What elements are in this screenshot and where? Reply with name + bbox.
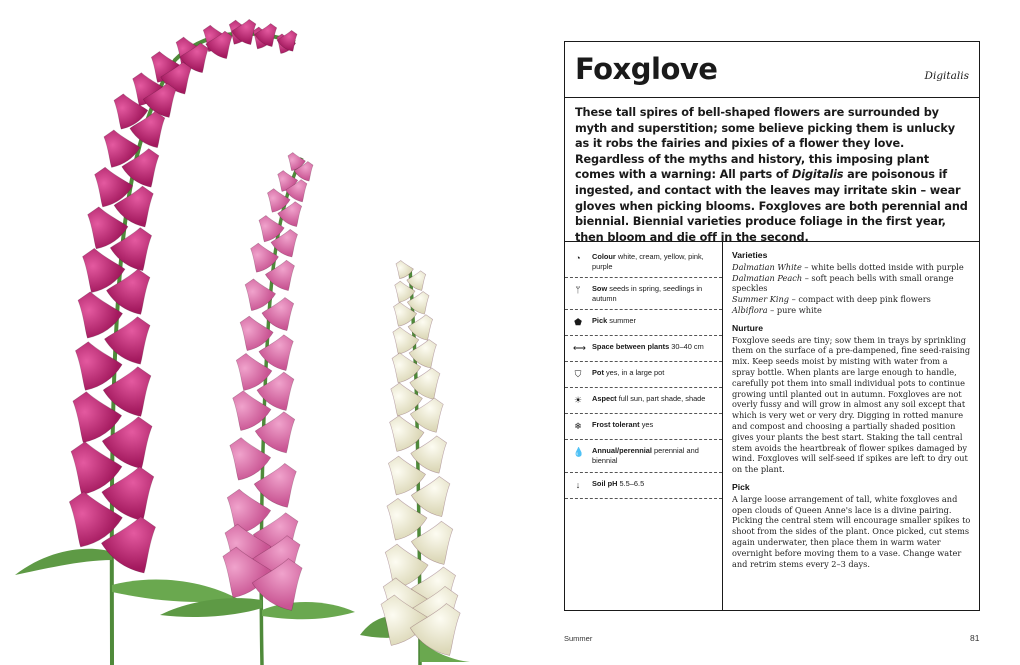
annual-icon: 💧 <box>573 447 585 458</box>
fact-value: white, cream, yellow, pink, purple <box>592 252 704 271</box>
variety-item <box>732 294 971 305</box>
fact-value: perennial and biennial <box>592 446 699 465</box>
leaf <box>112 580 240 602</box>
fact-row <box>565 278 722 310</box>
varieties-heading: Varieties <box>732 250 768 260</box>
fact-row <box>565 388 722 414</box>
aspect-icon: ☀ <box>573 395 583 406</box>
fact-label: Soil pH <box>592 478 618 488</box>
variety-name: Summer King <box>732 294 790 305</box>
pick-icon: ⬟ <box>574 317 582 328</box>
varieties-section <box>732 250 971 316</box>
variety-name: Dalmatian White <box>732 261 802 272</box>
fact-row <box>565 473 722 499</box>
fact-value: 5.5–6.5 <box>617 478 645 488</box>
fact-value: seeds in spring, seedlings in autumn <box>592 284 703 303</box>
fact-label: Frost tolerant <box>592 420 640 430</box>
variety-name: Albiflora <box>732 304 768 315</box>
fact-row <box>565 414 722 440</box>
plant-card <box>564 41 980 611</box>
fact-value: yes <box>639 420 654 430</box>
plant-title: Foxglove <box>575 52 718 86</box>
nurture-section <box>732 323 971 475</box>
fact-value: 30–40 cm <box>669 342 704 352</box>
nurture-text: Foxglove seeds are tiny; sow them in trays by sprinkling them on the surface of a pre-dampened, fine seed-raising mix. Keep seeds moist by misting with water from a spray bottle. When plants are large enough to handle, carefully pot them into small individual pots to continue growing until planted out in autumn. Foxgloves are not overly fussy and will grow in almost any soil except that which is very wet or very dry. Digging in rotted manure and compost and choosing a partially shaded position gives your plants the best start. Staking the tall central stem avoids the heartbreak of flower spikes damaged by wind. Foxgloves will self-seed if spikes are left to dry out on the plant. <box>732 334 971 475</box>
plant-latin-name: Digitalis <box>924 70 969 82</box>
facts-column <box>565 242 723 610</box>
colour-icon: ◔ <box>575 253 581 263</box>
fact-row <box>565 440 722 472</box>
fact-row <box>565 362 722 388</box>
fact-label: Pot <box>592 368 604 378</box>
pick-section <box>732 482 971 569</box>
fact-value: summer <box>607 316 636 326</box>
fact-label: Annual/perennial <box>592 446 652 456</box>
fact-label: Pick <box>592 316 608 326</box>
frost-icon: ❄ <box>574 421 582 432</box>
nurture-heading: Nurture <box>732 322 764 333</box>
details-column <box>723 242 979 610</box>
variety-desc: – white bells dotted inside with purple <box>801 261 964 272</box>
fact-label: Aspect <box>592 394 617 404</box>
leaf <box>15 549 112 575</box>
card-header <box>565 42 979 98</box>
fact-row <box>565 246 722 278</box>
variety-name: Dalmatian Peach <box>732 272 803 283</box>
fact-row <box>565 336 722 362</box>
spacing-icon: ⟷ <box>573 343 586 354</box>
sow-icon: ᛘ <box>575 285 581 296</box>
footer-section-name: Summer <box>564 634 593 643</box>
fact-row <box>565 310 722 336</box>
variety-item <box>732 305 971 316</box>
intro-text: These tall spires of bell-shaped flowers are surrounded by myth and superstition; some believe picking them is unlucky as it robs the fairies and pixies of a flower they love. Regardless of the myths and history, this imposing plant comes with a warning: All parts of Digitalis are poisonous if ingested, and contact with the leaves may irritate skin – wear gloves when picking blooms. Foxgloves are both perennial and biennial. Biennial varieties produce foliage in the first year, then bloom and die off in the second. <box>575 106 968 244</box>
variety-desc: – soft peach bells with small orange speckles <box>732 272 954 294</box>
fact-label: Colour <box>592 252 616 261</box>
fact-label: Space between plants <box>592 342 670 352</box>
soil-icon: ↓ <box>575 479 581 490</box>
pot-icon: ⛉ <box>574 369 582 380</box>
variety-desc: – compact with deep pink flowers <box>789 294 931 305</box>
intro-section <box>565 98 979 242</box>
variety-item <box>732 262 971 273</box>
fact-value: full sun, part shade, shade <box>616 394 706 404</box>
variety-item <box>732 273 971 295</box>
fact-label: Sow <box>592 284 608 294</box>
fact-value: yes, in a large pot <box>603 368 665 378</box>
pick-heading: Pick <box>732 481 750 492</box>
pick-text: A large loose arrangement of tall, white foxgloves and open clouds of Queen Anne's lace is a divine pairing. Picking the central stem will encourage smaller spikes to shoot from the sides of the plant. Once picked, cut stems again underwater, then place them in warm water overnight before moving them to a vase. Change water and retrim stems every 2–3 days. <box>732 493 971 569</box>
page-number: 81 <box>970 633 980 643</box>
variety-desc: – pure white <box>767 304 822 315</box>
